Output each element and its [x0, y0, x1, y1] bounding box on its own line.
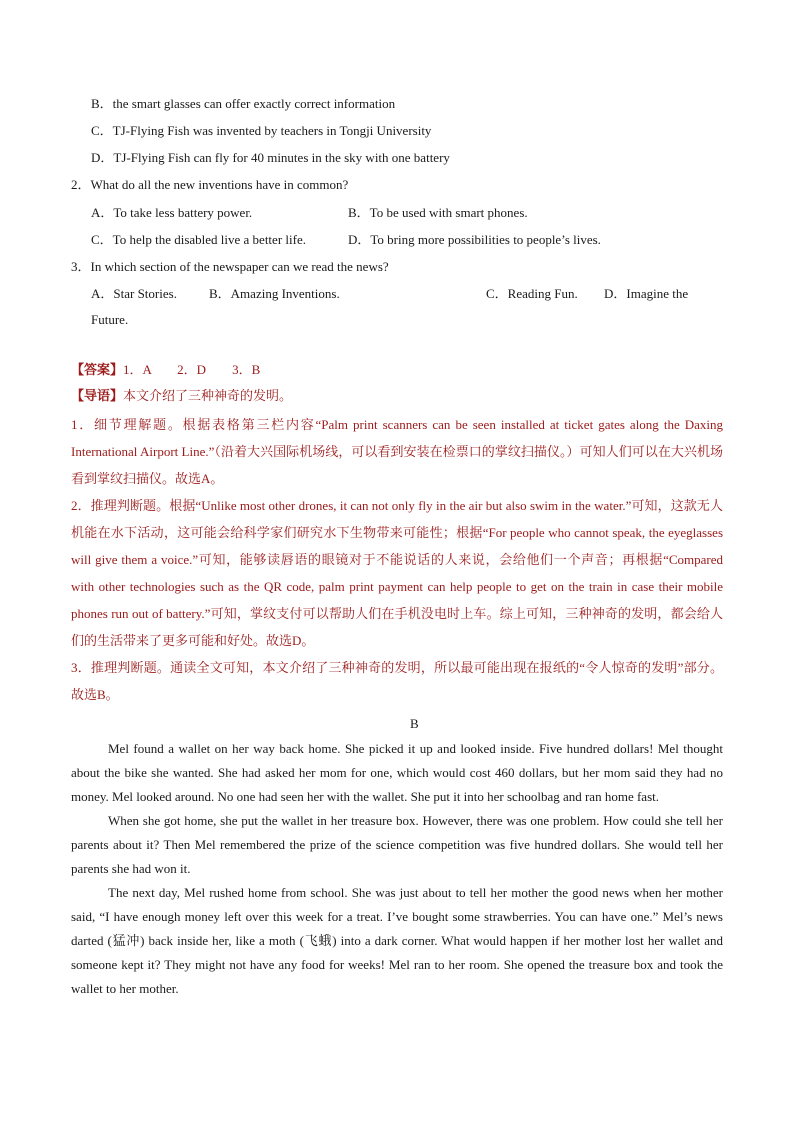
guide-line: [71, 387, 292, 405]
explanations: [71, 411, 723, 708]
q2-option-a: A．To take less battery power.: [91, 205, 253, 220]
passage-paragraph-1: Mel found a wallet on her way back home. She picked it up and looked inside. Five hundred dollars! Mel thought about the bike she wanted. She had asked her mom for one, which would cost 460 dollars, but her mom said they had no money. Mel looked around. No one had seen her with the wallet. She put it into her schoolbag and ran home fast.: [71, 741, 723, 804]
q3-option-c: C．Reading Fun.: [486, 286, 578, 301]
passage-paragraph-2: When she got home, she put the wallet in her treasure box. However, there was one problem. How could she tell her parents about it? Then Mel remembered the prize of the science competition was five hundred dollars. She would tell her parents she had won it.: [71, 813, 723, 876]
q3-stem: 3．In which section of the newspaper can we read the news?: [71, 259, 389, 274]
q2-option-b: B．To be used with smart phones.: [348, 205, 528, 220]
guide-text: 本文介绍了三种神奇的发明。: [123, 388, 293, 403]
answer-text: 1．A 2．D 3．B: [123, 362, 261, 377]
answer-line: [71, 361, 260, 379]
answer-tag: 【答案】: [71, 362, 124, 377]
explanation-1: 1．细节理解题。根据表格第三栏内容“Palm print scanners can be seen installed at ticket gates along the Daxing International Airport Line.”（沿着大兴国际机场线，可以看到安装在检票口的掌纹扫描仪。）可知人们可以在大兴机场看到掌纹扫描仪。故选A。: [71, 417, 723, 486]
q3-option-d: D．Imagine the: [604, 286, 689, 301]
guide-tag: 【导语】: [71, 388, 124, 403]
explanation-2: 2．推理判断题。根据“Unlike most other drones, it can not only fly in the air but also swim in the water.”可知，这款无人机能在水下活动，这可能会给科学家们研究水下生物带来可能性；根据“For people who cannot speak, the eyeglasses will give them a voice.”可知，能够读唇语的眼镜对于不能说话的人来说，会给他们一个声音；再根据“Compared with other technologies such as the QR code, palm print payment can help people to get on the train in case their mobile phones run out of battery.”可知，掌纹支付可以帮助人们在手机没电时上车。综上可知，三种神奇的发明，都会给人们的生活带来了更多可能和好处。故选D。: [71, 498, 723, 648]
q3-option-d-continued: Future.: [91, 312, 129, 327]
q2-option-c: C．To help the disabled live a better life.: [91, 232, 306, 247]
q3-option-a: A．Star Stories.: [91, 286, 177, 301]
passage-paragraph-3: The next day, Mel rushed home from school. She was just about to tell her mother the good news when her mother said, “I have enough money left over this week for a treat. I’ve bought some strawberries. You can have one.” Mel’s news darted (猛冲) back inside her, like a moth (飞蛾) into a dark corner. What would happen if her mother lost her wallet and someone kept it? They might not have any food for weeks! Mel ran to her room. She opened the treasure box and took the wallet to her mother.: [71, 885, 723, 996]
explanation-3: 3．推理判断题。通读全文可知，本文介绍了三种神奇的发明，所以最可能出现在报纸的“令人惊奇的发明”部分。故选B。: [71, 660, 723, 702]
q2-stem: 2．What do all the new inventions have in common?: [71, 177, 349, 192]
q2-option-d: D．To bring more possibilities to people’s lives.: [348, 232, 601, 247]
q1-option-b: B．the smart glasses can offer exactly correct information: [91, 96, 396, 111]
q1-option-c: C．TJ-Flying Fish was invented by teachers in Tongji University: [91, 123, 432, 138]
q3-option-b: B．Amazing Inventions.: [209, 286, 340, 301]
passage: [71, 737, 723, 1001]
q1-option-d: D．TJ-Flying Fish can fly for 40 minutes in the sky with one battery: [91, 150, 450, 165]
section-label: B: [410, 716, 419, 731]
